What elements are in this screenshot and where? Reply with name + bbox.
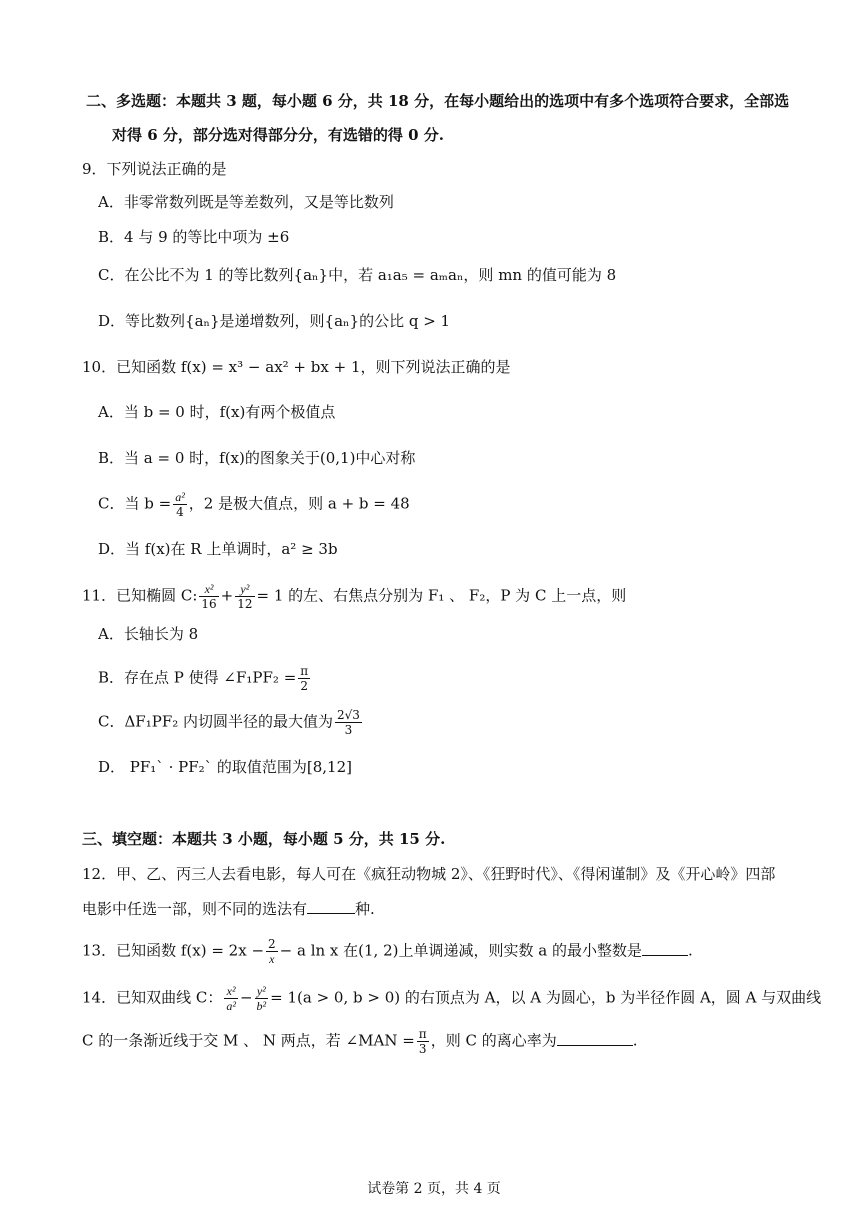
page-footer: 试卷第 2 页，共 4 页 — [367, 1181, 501, 1197]
q11-stem — [82, 582, 626, 611]
answer-blank[interactable] — [557, 1031, 633, 1046]
q10-option-d: D．当 f(x)在 R 上单调时，a² ≥ 3b — [98, 540, 338, 558]
fraction-denominator: 3 — [344, 723, 353, 737]
fraction — [266, 937, 278, 966]
fraction-numerator: a² — [175, 490, 185, 504]
q13 — [82, 937, 693, 966]
q11-option-d: D． PF₁` · PF₂` 的取值范围为[8,12] — [98, 758, 352, 776]
q9-stem: 9．下列说法正确的是 — [82, 160, 227, 178]
q10-c-prefix: C．当 b = — [98, 494, 172, 513]
section3-header: 三、填空题：本题共 3 小题，每小题 5 分，共 15 分. — [82, 830, 446, 848]
fraction — [255, 984, 269, 1013]
fraction — [235, 582, 254, 611]
q9-option-c: C．在公比不为 1 的等比数列{aₙ}中，若 a₁a₅ = aₘaₙ，则 mn 的值可能为 8 — [98, 266, 617, 284]
fraction-denominator: 4 — [176, 505, 184, 519]
q12-line2-suffix: 种. — [355, 900, 375, 918]
fraction-numerator: 2√3 — [337, 708, 360, 722]
q11-option-a: A．长轴长为 8 — [98, 625, 199, 643]
fraction — [298, 664, 310, 693]
q12-line1: 12．甲、乙、丙三人去看电影，每人可在《疯狂动物城 2》、《狂野时代》、《得闲谨制》及《开心岭》四部 — [82, 865, 776, 883]
q9-option-b: B．4 与 9 的等比中项为 ±6 — [98, 228, 290, 246]
q11-option-b — [98, 664, 312, 693]
fraction-denominator: b² — [256, 999, 267, 1013]
fraction-denominator: a² — [226, 999, 236, 1013]
q13-end: . — [687, 941, 693, 960]
q12-line2 — [82, 898, 375, 920]
q11-b-prefix: B．存在点 P 使得 ∠F₁PF₂ = — [98, 668, 297, 687]
fraction-denominator: 12 — [237, 597, 253, 611]
q11-option-c — [98, 708, 364, 737]
q10-stem: 10．已知函数 f(x) = x³ − ax² + bx + 1，则下列说法正确的是 — [82, 358, 511, 376]
fraction — [335, 708, 362, 737]
q12-line2-prefix: 电影中任选一部，则不同的选法有 — [82, 900, 308, 918]
fraction-denominator: x — [269, 952, 275, 966]
fraction-numerator: x² — [224, 984, 238, 999]
fraction — [224, 984, 238, 1013]
q14-end: . — [632, 1031, 638, 1050]
q11-c-prefix: C．ΔF₁PF₂ 内切圆半径的最大值为 — [98, 712, 334, 731]
q10-option-a: A．当 b = 0 时，f(x)有两个极值点 — [98, 403, 336, 421]
q9-option-d: D．等比数列{aₙ}是递增数列，则{aₙ}的公比 q > 1 — [98, 312, 451, 330]
q10-c-suffix: ，2 是极大值点，则 a + b = 48 — [188, 494, 410, 513]
minus-sign: − — [239, 988, 253, 1007]
fraction-numerator: 2 — [268, 937, 276, 951]
q14-line2-prefix: C 的一条渐近线于交 M 、 N 两点，若 ∠MAN = — [82, 1031, 415, 1050]
section2-header: 二、多选题：本题共 3 题，每小题 6 分，共 18 分，在每小题给出的选项中有多个选项符合要求，全部选 — [86, 92, 790, 110]
fraction-numerator: y² — [235, 582, 254, 597]
section2-header-cont: 对得 6 分，部分选对得部分分，有选错的得 0 分. — [112, 126, 444, 144]
q14-line1 — [82, 984, 821, 1013]
q14-suffix: = 1(a > 0, b > 0) 的右顶点为 A，以 A 为圆心，b 为半径作圆 A，圆 A 与双曲线 — [270, 988, 822, 1007]
q13-suffix: − a ln x 在(1, 2)上单调递减，则实数 a 的最小整数是 — [279, 941, 642, 960]
fraction-denominator: 3 — [418, 1042, 427, 1056]
fraction-denominator: 2 — [300, 679, 309, 693]
q11-stem-suffix: = 1 的左、右焦点分别为 F₁ 、 F₂，P 为 C 上一点，则 — [256, 586, 627, 605]
fraction-numerator: y² — [255, 984, 269, 999]
answer-blank[interactable] — [642, 941, 688, 956]
fraction-numerator: π — [418, 1027, 427, 1041]
fraction — [173, 490, 187, 519]
q14-line2-suffix: ，则 C 的离心率为 — [430, 1031, 557, 1050]
fraction-numerator: x² — [199, 582, 218, 597]
q9-option-a: A．非零常数列既是等差数列，又是等比数列 — [98, 193, 394, 211]
plus-sign: + — [220, 586, 234, 605]
q10-option-b: B．当 a = 0 时，f(x)的图象关于(0,1)中心对称 — [98, 449, 416, 467]
fraction-numerator: π — [300, 664, 309, 678]
q14-line2 — [82, 1027, 637, 1056]
q13-prefix: 13．已知函数 f(x) = 2x − — [82, 941, 265, 960]
q11-stem-prefix: 11．已知椭圆 C: — [82, 586, 198, 605]
q14-prefix: 14．已知双曲线 C： — [82, 988, 223, 1007]
q10-option-c — [98, 490, 410, 519]
answer-blank[interactable] — [307, 899, 355, 914]
fraction — [199, 582, 218, 611]
fraction — [417, 1027, 429, 1056]
fraction-denominator: 16 — [201, 597, 217, 611]
